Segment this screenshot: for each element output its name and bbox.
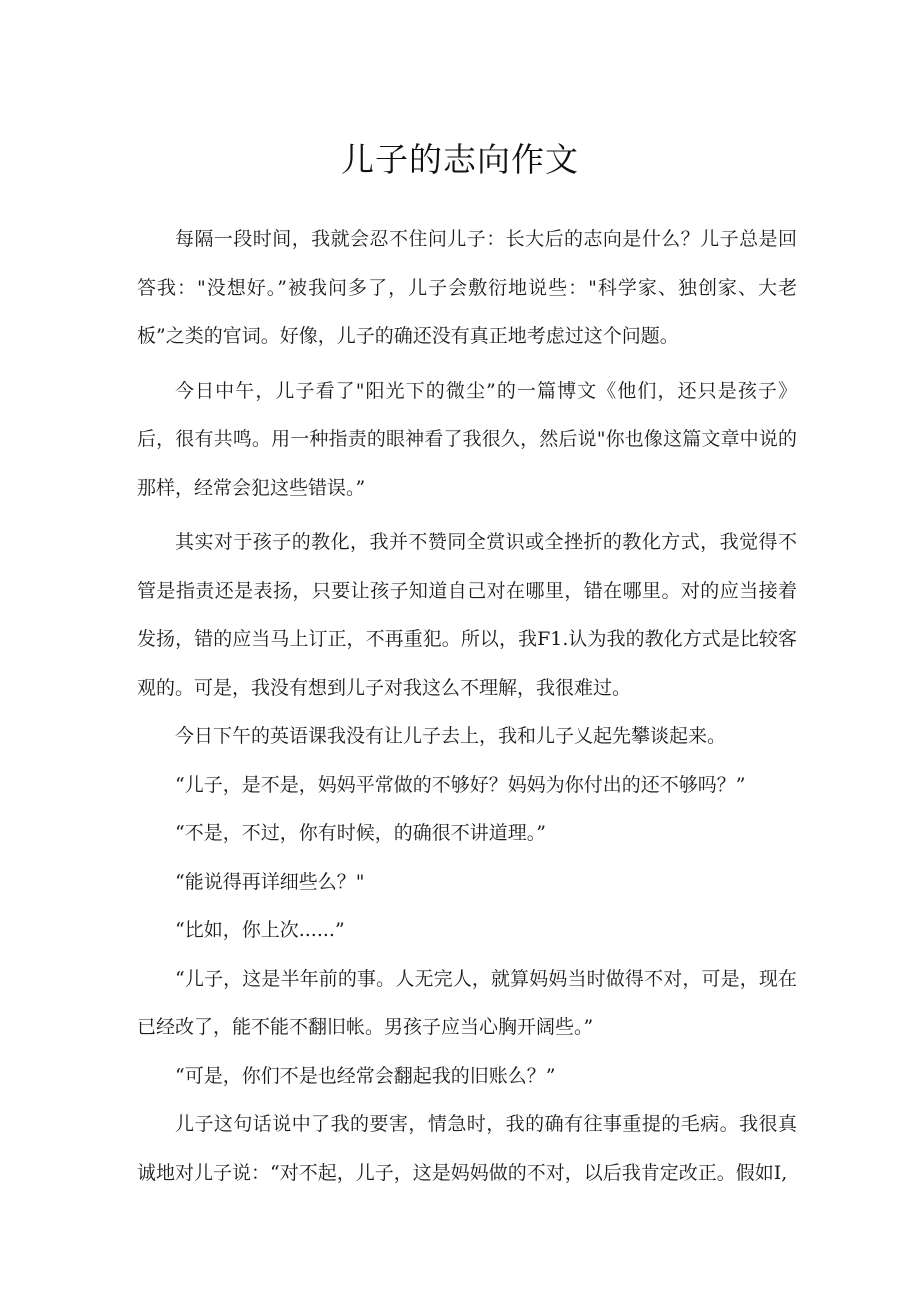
paragraph-4: 今日下午的英语课我没有让儿子去上，我和儿子乂起先攀谈起来。 <box>175 725 727 747</box>
dialogue-line-6: “可是，你们不是也经常会翻起我的旧账么？” <box>175 1064 556 1087</box>
paragraph-2: 今日中午，儿子看了"阳光下的微尘”的一篇博文《他们，还只是孩子》后，很有共鸣。用一种指责的眼神看了我很久，然后说"你也像这篇文章中说的那样，经常会犯这些错误。” <box>137 379 797 499</box>
dialogue-line-5: “儿子，这是半年前的事。人无完人，就算妈妈当时做得不对，可是，现在已经改了，能不能不翻旧帐。男孩子应当心胸开阔些。” <box>137 967 797 1038</box>
dialogue-line-1: “儿子，是不是，妈妈平常做的不够好？妈妈为你付出的还不够吗？” <box>175 773 746 796</box>
paragraph-3: 其实对于孩子的教化，我并不赞同全赏识或全挫折的教化方式，我觉得不管是指责还是表扬，只要让孩子知道自己对在哪里，错在哪里。对的应当接着发扬，错的应当马上订正，不再重犯。所以，我F1.认为我的教化方式是比较客观的。可是，我没有想到儿子对我这么不理解，我很难过。 <box>137 531 797 699</box>
paragraph-1: 每隔一段时间，我就会忍不住问儿子：长大后的志向是什么？儿子总是回答我："没想好。”被我问多了，儿子会敷衍地说些："科学家、独创家、大老板”之类的官词。好像，儿子的确还没有真正地考虑过这个问题。 <box>137 228 797 347</box>
paragraph-final: 儿子这句话说中了我的要害，情急时，我的确有往事重提的毛病。我很真诚地对儿子说：“对不起，儿子，这是妈妈做的不对，以后我肯定改正。假如I, <box>137 1113 797 1184</box>
dialogue-line-4: “比如，你上次......” <box>175 919 345 941</box>
page-title: 儿子的志向作文 <box>341 140 579 179</box>
dialogue-line-3: “能说得再详细些么？" <box>175 870 365 893</box>
dialogue-line-2: “不是，不过，你有时候，的确很不讲道理。” <box>175 822 546 844</box>
article-body <box>137 215 797 1197</box>
